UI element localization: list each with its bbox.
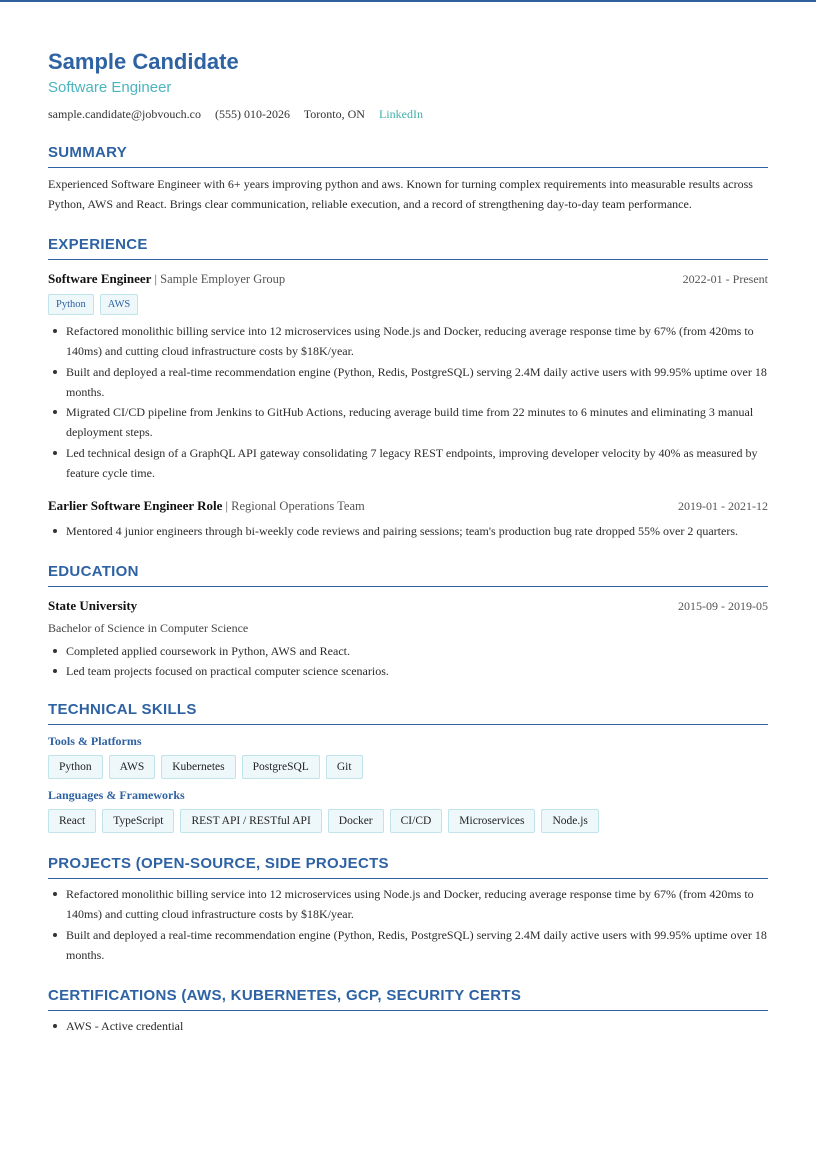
job-separator: | — [222, 498, 232, 513]
section-title: TECHNICAL SKILLS — [48, 701, 768, 725]
job-entry — [48, 268, 768, 483]
job-title: Earlier Software Engineer Role — [48, 497, 223, 513]
degree: Bachelor of Science in Computer Science — [48, 620, 249, 635]
skill-tag: AWS — [109, 755, 156, 779]
bullet-item: Built and deployed a real-time recommendation engine (Python, Redis, PostgreSQL) serving 2.4M daily active users with 99.95% uptime over 18 months. — [48, 925, 768, 965]
job-entry — [48, 495, 768, 541]
bullet-item: Refactored monolithic billing service into 12 microservices using Node.js and Docker, reducing average response time by 67% (from 420ms to 140ms) and cutting cloud infrastructure costs by $18K/year. — [48, 884, 768, 924]
job-separator: | — [151, 272, 161, 286]
top-accent-bar — [0, 0, 816, 2]
candidate-role: Software Engineer — [48, 79, 172, 96]
skills-section — [48, 701, 768, 833]
job-bullets — [48, 521, 768, 541]
bullet-item: Completed applied coursework in Python, AWS and React. — [48, 641, 768, 661]
job-employer: Sample Employer Group — [160, 272, 286, 286]
resume-page — [48, 48, 768, 1036]
education-bullets — [48, 641, 768, 682]
skill-category-title: Languages & Frameworks — [48, 788, 185, 802]
contact-email[interactable]: sample.candidate@jobvouch.co — [48, 107, 201, 121]
skill-tag: Docker — [328, 809, 384, 833]
section-title: PROJECTS (OPEN-SOURCE, SIDE PROJECTS — [48, 855, 768, 879]
bullet-item: Built and deployed a real-time recommendation engine (Python, Redis, PostgreSQL) serving 2.4M daily active users with 99.95% uptime over 18 months. — [48, 362, 768, 402]
contact-location: Toronto, ON — [303, 107, 365, 121]
experience-section — [48, 236, 768, 541]
skill-tag: React — [48, 809, 96, 833]
bullet-item: Mentored 4 junior engineers through bi-weekly code reviews and pairing sessions; team's production bug rate dropped 55% over 2 quarters. — [48, 521, 768, 541]
skill-category-title: Tools & Platforms — [48, 734, 142, 748]
job-tags — [48, 294, 768, 315]
job-tag: Python — [48, 294, 94, 315]
bullet-item: Migrated CI/CD pipeline from Jenkins to GitHub Actions, reducing average build time from 22 minutes to 6 minutes and eliminating 3 manual deployment steps. — [48, 402, 768, 442]
section-title: SUMMARY — [48, 144, 768, 168]
section-title: EDUCATION — [48, 563, 768, 587]
summary-section — [48, 144, 768, 214]
skill-tag: REST API / RESTful API — [180, 809, 321, 833]
summary-text: Experienced Software Engineer with 6+ years improving python and aws. Known for turning complex requirements into measurable results across Python, AWS and React. Brings clear communication, reliable execution, and a record of strengthening day-to-day team performance. — [48, 177, 753, 211]
bullet-item: Led technical design of a GraphQL API gateway consolidating 7 legacy REST endpoints, improving developer velocity by 40% as measured by feature cycle time. — [48, 443, 768, 483]
skill-tags — [48, 809, 768, 833]
skill-tag: Microservices — [448, 809, 535, 833]
bullet-item: AWS - Active credential — [48, 1016, 768, 1036]
candidate-name: Sample Candidate — [48, 49, 239, 74]
school-name: State University — [48, 597, 138, 613]
skill-tags — [48, 755, 768, 779]
certification-bullets — [48, 1016, 768, 1036]
section-title: EXPERIENCE — [48, 236, 768, 260]
job-dates: 2019-01 - 2021-12 — [678, 498, 768, 513]
job-dates: 2022-01 - Present — [682, 272, 768, 286]
education-dates: 2015-09 - 2019-05 — [678, 598, 768, 613]
certifications-section — [48, 987, 768, 1036]
resume-header — [48, 48, 768, 122]
education-entry — [48, 595, 768, 682]
education-section — [48, 563, 768, 682]
project-bullets — [48, 884, 768, 965]
contact-phone: (555) 010-2026 — [215, 107, 290, 121]
job-header — [48, 495, 768, 517]
job-tag: AWS — [100, 294, 139, 315]
bullet-item: Refactored monolithic billing service into 12 microservices using Node.js and Docker, reducing average response time by 67% (from 420ms to 140ms) and cutting cloud infrastructure costs by $18K/year. — [48, 321, 768, 361]
section-title: CERTIFICATIONS (AWS, KUBERNETES, GCP, SECURITY CERTS — [48, 987, 768, 1011]
skill-tag: PostgreSQL — [242, 755, 320, 779]
skill-tag: CI/CD — [390, 809, 443, 833]
job-header — [48, 268, 768, 290]
job-bullets — [48, 321, 768, 483]
job-employer: Regional Operations Team — [231, 498, 365, 513]
contact-line — [48, 106, 768, 122]
skill-tag: Kubernetes — [161, 755, 235, 779]
bullet-item: Led team projects focused on practical computer science scenarios. — [48, 661, 768, 681]
linkedin-link[interactable]: LinkedIn — [378, 107, 423, 121]
skill-tag: TypeScript — [102, 809, 174, 833]
projects-section — [48, 855, 768, 965]
skill-tag: Python — [48, 755, 103, 779]
skill-tag: Node.js — [541, 809, 598, 833]
education-header — [48, 595, 768, 617]
job-title: Software Engineer — [48, 271, 152, 286]
skill-tag: Git — [326, 755, 363, 779]
